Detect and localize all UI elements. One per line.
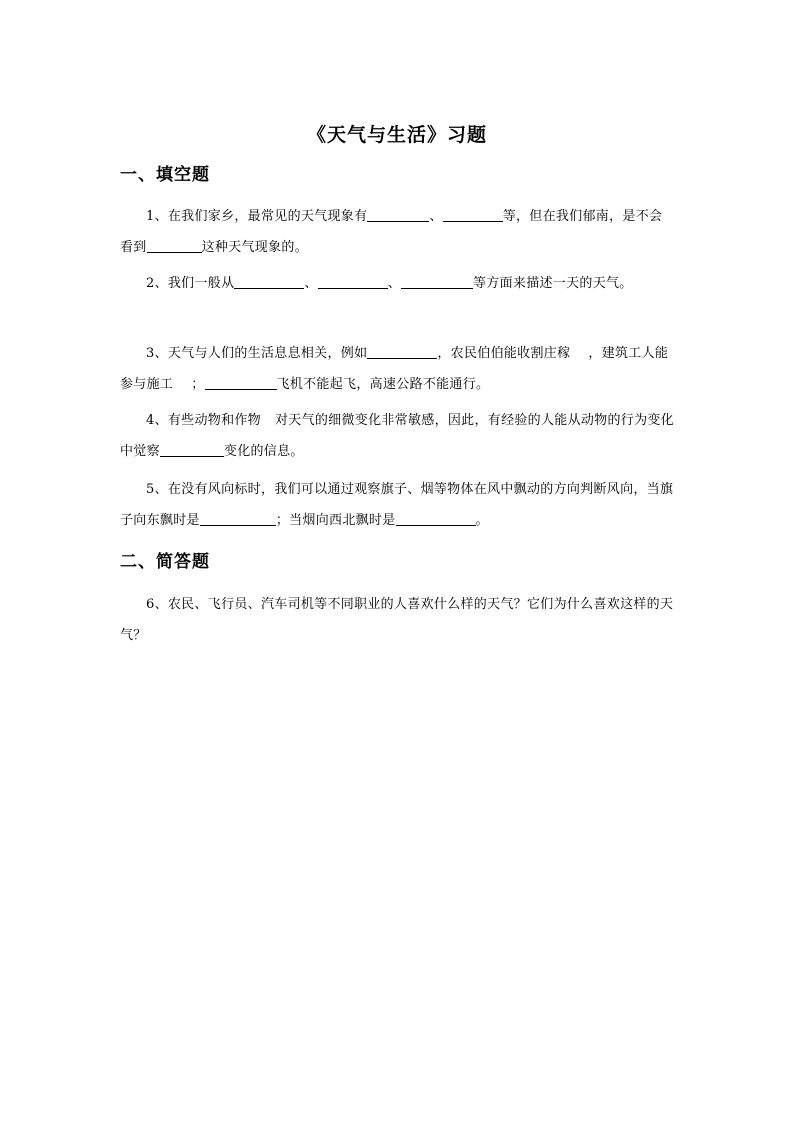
answer-blank[interactable] xyxy=(160,442,224,457)
document-title: 《天气与生活》习题 xyxy=(306,124,487,146)
question-3: 3、天气与人们的生活息息相关，例如 ，农民伯伯能收割庄稼 ，建筑工人能参与施工 ； 飞机不能起飞，高速公路不能通行。 xyxy=(120,346,669,392)
section-heading-fill-in: 一、填空题 xyxy=(120,165,210,185)
answer-blank[interactable] xyxy=(443,207,503,222)
answer-blank[interactable] xyxy=(205,375,277,390)
answer-blank[interactable] xyxy=(234,274,304,289)
answer-blank[interactable] xyxy=(367,207,429,222)
section-heading-short-answer: 二、简答题 xyxy=(120,552,210,572)
answer-blank[interactable] xyxy=(401,274,473,289)
answer-blank[interactable] xyxy=(147,238,202,253)
question-4: 4、有些动物和作物 对天气的细微变化非常敏感，因此，有经验的人能从动物的行为变化中觉察 变化的信息。 xyxy=(120,413,674,459)
answer-blank[interactable] xyxy=(367,344,437,359)
question-2: 2、我们一般从 、 、 等方面来描述一天的天气。 xyxy=(146,276,633,291)
answer-blank[interactable] xyxy=(318,274,388,289)
question-1: 1、在我们家乡，最常见的天气现象有 、 等，但在我们郁南，是不会看到 这种天气现象的。 xyxy=(120,209,663,255)
answer-blank[interactable] xyxy=(200,511,276,526)
question-6: 6、农民、飞行员、汽车司机等不同职业的人喜欢什么样的天气？它们为什么喜欢这样的天气？ xyxy=(120,597,674,643)
question-5: 5、在没有风向标时，我们可以通过观察旗子、烟等物体在风中飘动的方向判断风向，当旗子向东飘时是 ；当烟向西北飘时是 。 xyxy=(120,482,674,528)
answer-blank[interactable] xyxy=(396,511,476,526)
